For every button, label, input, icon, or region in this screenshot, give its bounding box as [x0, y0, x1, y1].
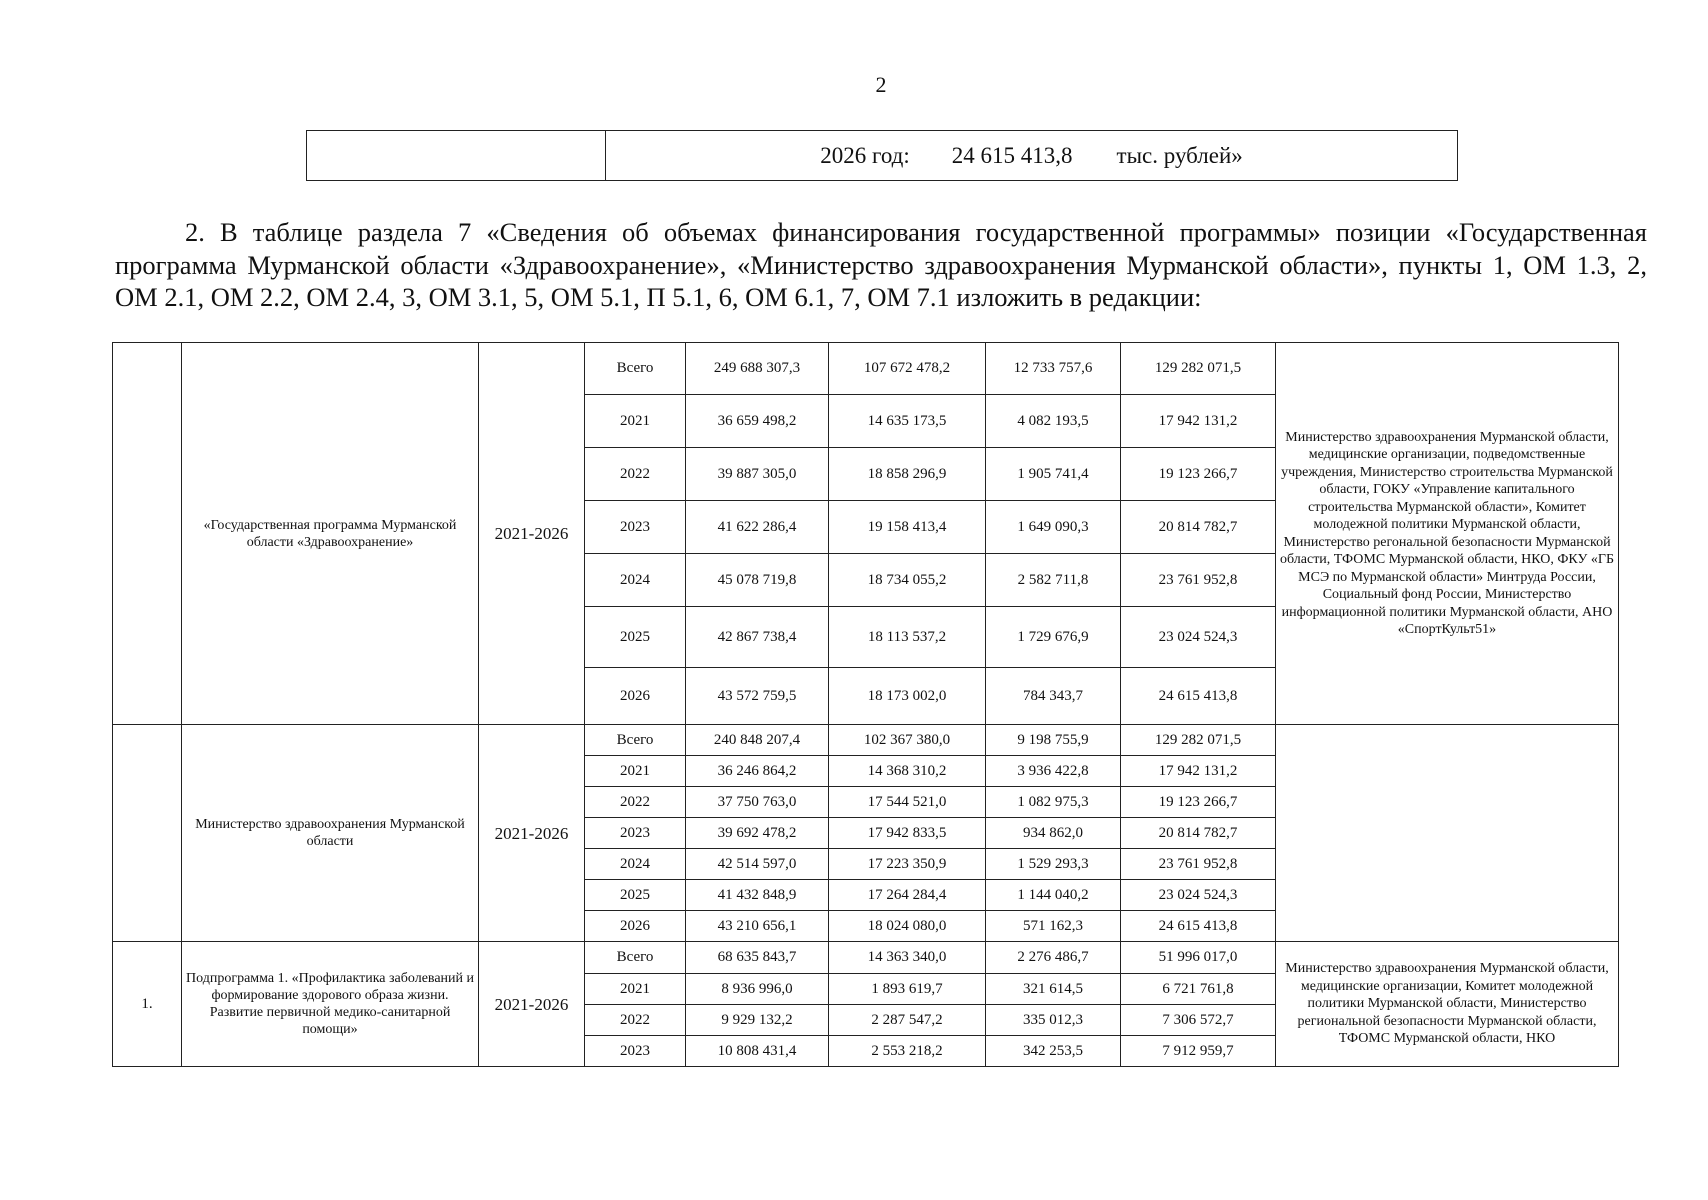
year-cell: Всего: [585, 725, 686, 756]
amount-cell: 24 615 413,8: [1121, 911, 1276, 942]
year-cell: 2022: [585, 1005, 686, 1036]
total-amount-cell: 42 514 597,0: [686, 849, 829, 880]
program-name: Подпрограмма 1. «Профилактика заболеваний и формирование здорового образа жизни. Развитие первичной медико-санитарной помощи»: [182, 942, 479, 1067]
amount-cell: 17 942 833,5: [829, 818, 986, 849]
amount-cell: 19 123 266,7: [1121, 787, 1276, 818]
year-cell: 2024: [585, 554, 686, 607]
amount-value: 24 615 413,8: [951, 142, 1073, 168]
amount-cell: 9 198 755,9: [986, 725, 1121, 756]
total-amount-cell: 240 848 207,4: [686, 725, 829, 756]
amount-cell: 2 582 711,8: [986, 554, 1121, 607]
period: 2021-2026: [479, 343, 585, 725]
amount-cell: 2 276 486,7: [986, 942, 1121, 974]
amount-cell: 12 733 757,6: [986, 343, 1121, 395]
amount-cell: 17 264 284,4: [829, 880, 986, 911]
amount-cell: 14 368 310,2: [829, 756, 986, 787]
amount-cell: 18 173 002,0: [829, 668, 986, 725]
period: 2021-2026: [479, 725, 585, 942]
year-cell: 2023: [585, 501, 686, 554]
amount-cell: 24 615 413,8: [1121, 668, 1276, 725]
page-number: 2: [875, 72, 887, 97]
amount-cell: 321 614,5: [986, 974, 1121, 1005]
year-cell: Всего: [585, 343, 686, 395]
amount-cell: 1 082 975,3: [986, 787, 1121, 818]
amount-cell: 23 761 952,8: [1121, 849, 1276, 880]
year-cell: 2021: [585, 756, 686, 787]
amount-cell: 1 893 619,7: [829, 974, 986, 1005]
item-number: [113, 343, 182, 725]
amount-cell: 14 363 340,0: [829, 942, 986, 974]
table-row: [113, 343, 1619, 395]
amount-cell: 18 024 080,0: [829, 911, 986, 942]
amount-cell: 335 012,3: [986, 1005, 1121, 1036]
amount-cell: 17 942 131,2: [1121, 395, 1276, 448]
amount-cell: 1 729 676,9: [986, 607, 1121, 668]
amount-cell: 17 942 131,2: [1121, 756, 1276, 787]
amendment-paragraph: [115, 216, 1647, 314]
amount-cell: 1 649 090,3: [986, 501, 1121, 554]
amount-cell: 23 024 524,3: [1121, 880, 1276, 911]
amount-cell: 23 024 524,3: [1121, 607, 1276, 668]
amount-cell: 102 367 380,0: [829, 725, 986, 756]
total-amount-cell: 41 432 848,9: [686, 880, 829, 911]
total-amount-cell: 39 692 478,2: [686, 818, 829, 849]
header-table-empty-cell: [307, 131, 606, 180]
year-cell: 2025: [585, 607, 686, 668]
amount-cell: 784 343,7: [986, 668, 1121, 725]
total-amount-cell: 37 750 763,0: [686, 787, 829, 818]
year-label: 2026 год:: [820, 142, 910, 168]
year-cell: Всего: [585, 942, 686, 974]
amount-cell: 17 223 350,9: [829, 849, 986, 880]
amount-cell: 18 858 296,9: [829, 448, 986, 501]
year-cell: 2022: [585, 448, 686, 501]
amount-cell: 1 144 040,2: [986, 880, 1121, 911]
total-amount-cell: 36 246 864,2: [686, 756, 829, 787]
amount-cell: 129 282 071,5: [1121, 343, 1276, 395]
total-amount-cell: 9 929 132,2: [686, 1005, 829, 1036]
amount-cell: 4 082 193,5: [986, 395, 1121, 448]
responsible-executors: Министерство здравоохранения Мурманской области, медицинские организации, подведомственные учреждения, Министерство строительства Мурманской области, ГОКУ «Управление капитального строительства Мурманской области», Комитет молодежной политики Мурманской области, Министерство регональной безопасности Мурманской области, ТФОМС Мурманской области, НКО, ФКУ «ГБ МСЭ по Мурманской области» Минтруда России, Социальный фонд России, Министерство информационной политики Мурманской области, АНО «СпортКульт51»: [1276, 343, 1619, 725]
total-amount-cell: 45 078 719,8: [686, 554, 829, 607]
amount-cell: 129 282 071,5: [1121, 725, 1276, 756]
table-row: [113, 725, 1619, 756]
amendment-text: 2. В таблице раздела 7 «Сведения об объемах финансирования государственной программы» позиции «Государственная программа Мурманской области «Здравоохранение», «Министерство здравоохранения Мурманской области», пункты 1, ОМ 1.3, 2, ОМ 2.1, ОМ 2.2, ОМ 2.4, 3, ОМ 3.1, 5, ОМ 5.1, П 5.1, 6, ОМ 6.1, 7, ОМ 7.1 изложить в редакции:: [115, 217, 1647, 312]
total-amount-cell: 249 688 307,3: [686, 343, 829, 395]
program-name: Министерство здравоохранения Мурманской области: [182, 725, 479, 942]
amount-cell: 107 672 478,2: [829, 343, 986, 395]
total-amount-cell: 43 210 656,1: [686, 911, 829, 942]
amount-cell: 14 635 173,5: [829, 395, 986, 448]
year-cell: 2023: [585, 1036, 686, 1067]
total-amount-cell: 39 887 305,0: [686, 448, 829, 501]
period: 2021-2026: [479, 942, 585, 1067]
amount-cell: 51 996 017,0: [1121, 942, 1276, 974]
amount-cell: 3 936 422,8: [986, 756, 1121, 787]
amount-cell: 19 158 413,4: [829, 501, 986, 554]
amount-cell: 934 862,0: [986, 818, 1121, 849]
amount-cell: 2 553 218,2: [829, 1036, 986, 1067]
year-cell: 2026: [585, 668, 686, 725]
year-cell: 2021: [585, 395, 686, 448]
amount-unit: тыс. рублей»: [1116, 142, 1243, 168]
responsible-executors: Министерство здравоохранения Мурманской области, медицинские организации, Комитет молодежной политики Мурманской области, Министерство региональной безопасности Мурманской области, ТФОМС Мурманской области, НКО: [1276, 942, 1619, 1067]
amount-cell: 7 912 959,7: [1121, 1036, 1276, 1067]
responsible-executors: [1276, 725, 1619, 942]
amount-cell: 1 529 293,3: [986, 849, 1121, 880]
amount-cell: 18 734 055,2: [829, 554, 986, 607]
total-amount-cell: 8 936 996,0: [686, 974, 829, 1005]
amount-cell: 342 253,5: [986, 1036, 1121, 1067]
year-cell: 2024: [585, 849, 686, 880]
year-cell: 2023: [585, 818, 686, 849]
financing-table: [112, 342, 1619, 1067]
amount-cell: 18 113 537,2: [829, 607, 986, 668]
year-cell: 2025: [585, 880, 686, 911]
total-amount-cell: 36 659 498,2: [686, 395, 829, 448]
amount-cell: 571 162,3: [986, 911, 1121, 942]
amount-cell: 20 814 782,7: [1121, 501, 1276, 554]
total-amount-cell: 68 635 843,7: [686, 942, 829, 974]
program-name: «Государственная программа Мурманской области «Здравоохранение»: [182, 343, 479, 725]
year-cell: 2026: [585, 911, 686, 942]
header-table-amount-cell: [606, 131, 1457, 180]
financing-table-body: [113, 343, 1619, 1067]
header-table: [306, 130, 1458, 181]
amount-cell: 6 721 761,8: [1121, 974, 1276, 1005]
total-amount-cell: 41 622 286,4: [686, 501, 829, 554]
total-amount-cell: 43 572 759,5: [686, 668, 829, 725]
amount-cell: 2 287 547,2: [829, 1005, 986, 1036]
year-cell: 2022: [585, 787, 686, 818]
item-number: [113, 725, 182, 942]
total-amount-cell: 42 867 738,4: [686, 607, 829, 668]
amount-cell: 7 306 572,7: [1121, 1005, 1276, 1036]
table-row: [113, 942, 1619, 974]
amount-cell: 1 905 741,4: [986, 448, 1121, 501]
amount-cell: 17 544 521,0: [829, 787, 986, 818]
amount-cell: 19 123 266,7: [1121, 448, 1276, 501]
year-cell: 2021: [585, 974, 686, 1005]
total-amount-cell: 10 808 431,4: [686, 1036, 829, 1067]
amount-cell: 23 761 952,8: [1121, 554, 1276, 607]
item-number: 1.: [113, 942, 182, 1067]
amount-cell: 20 814 782,7: [1121, 818, 1276, 849]
